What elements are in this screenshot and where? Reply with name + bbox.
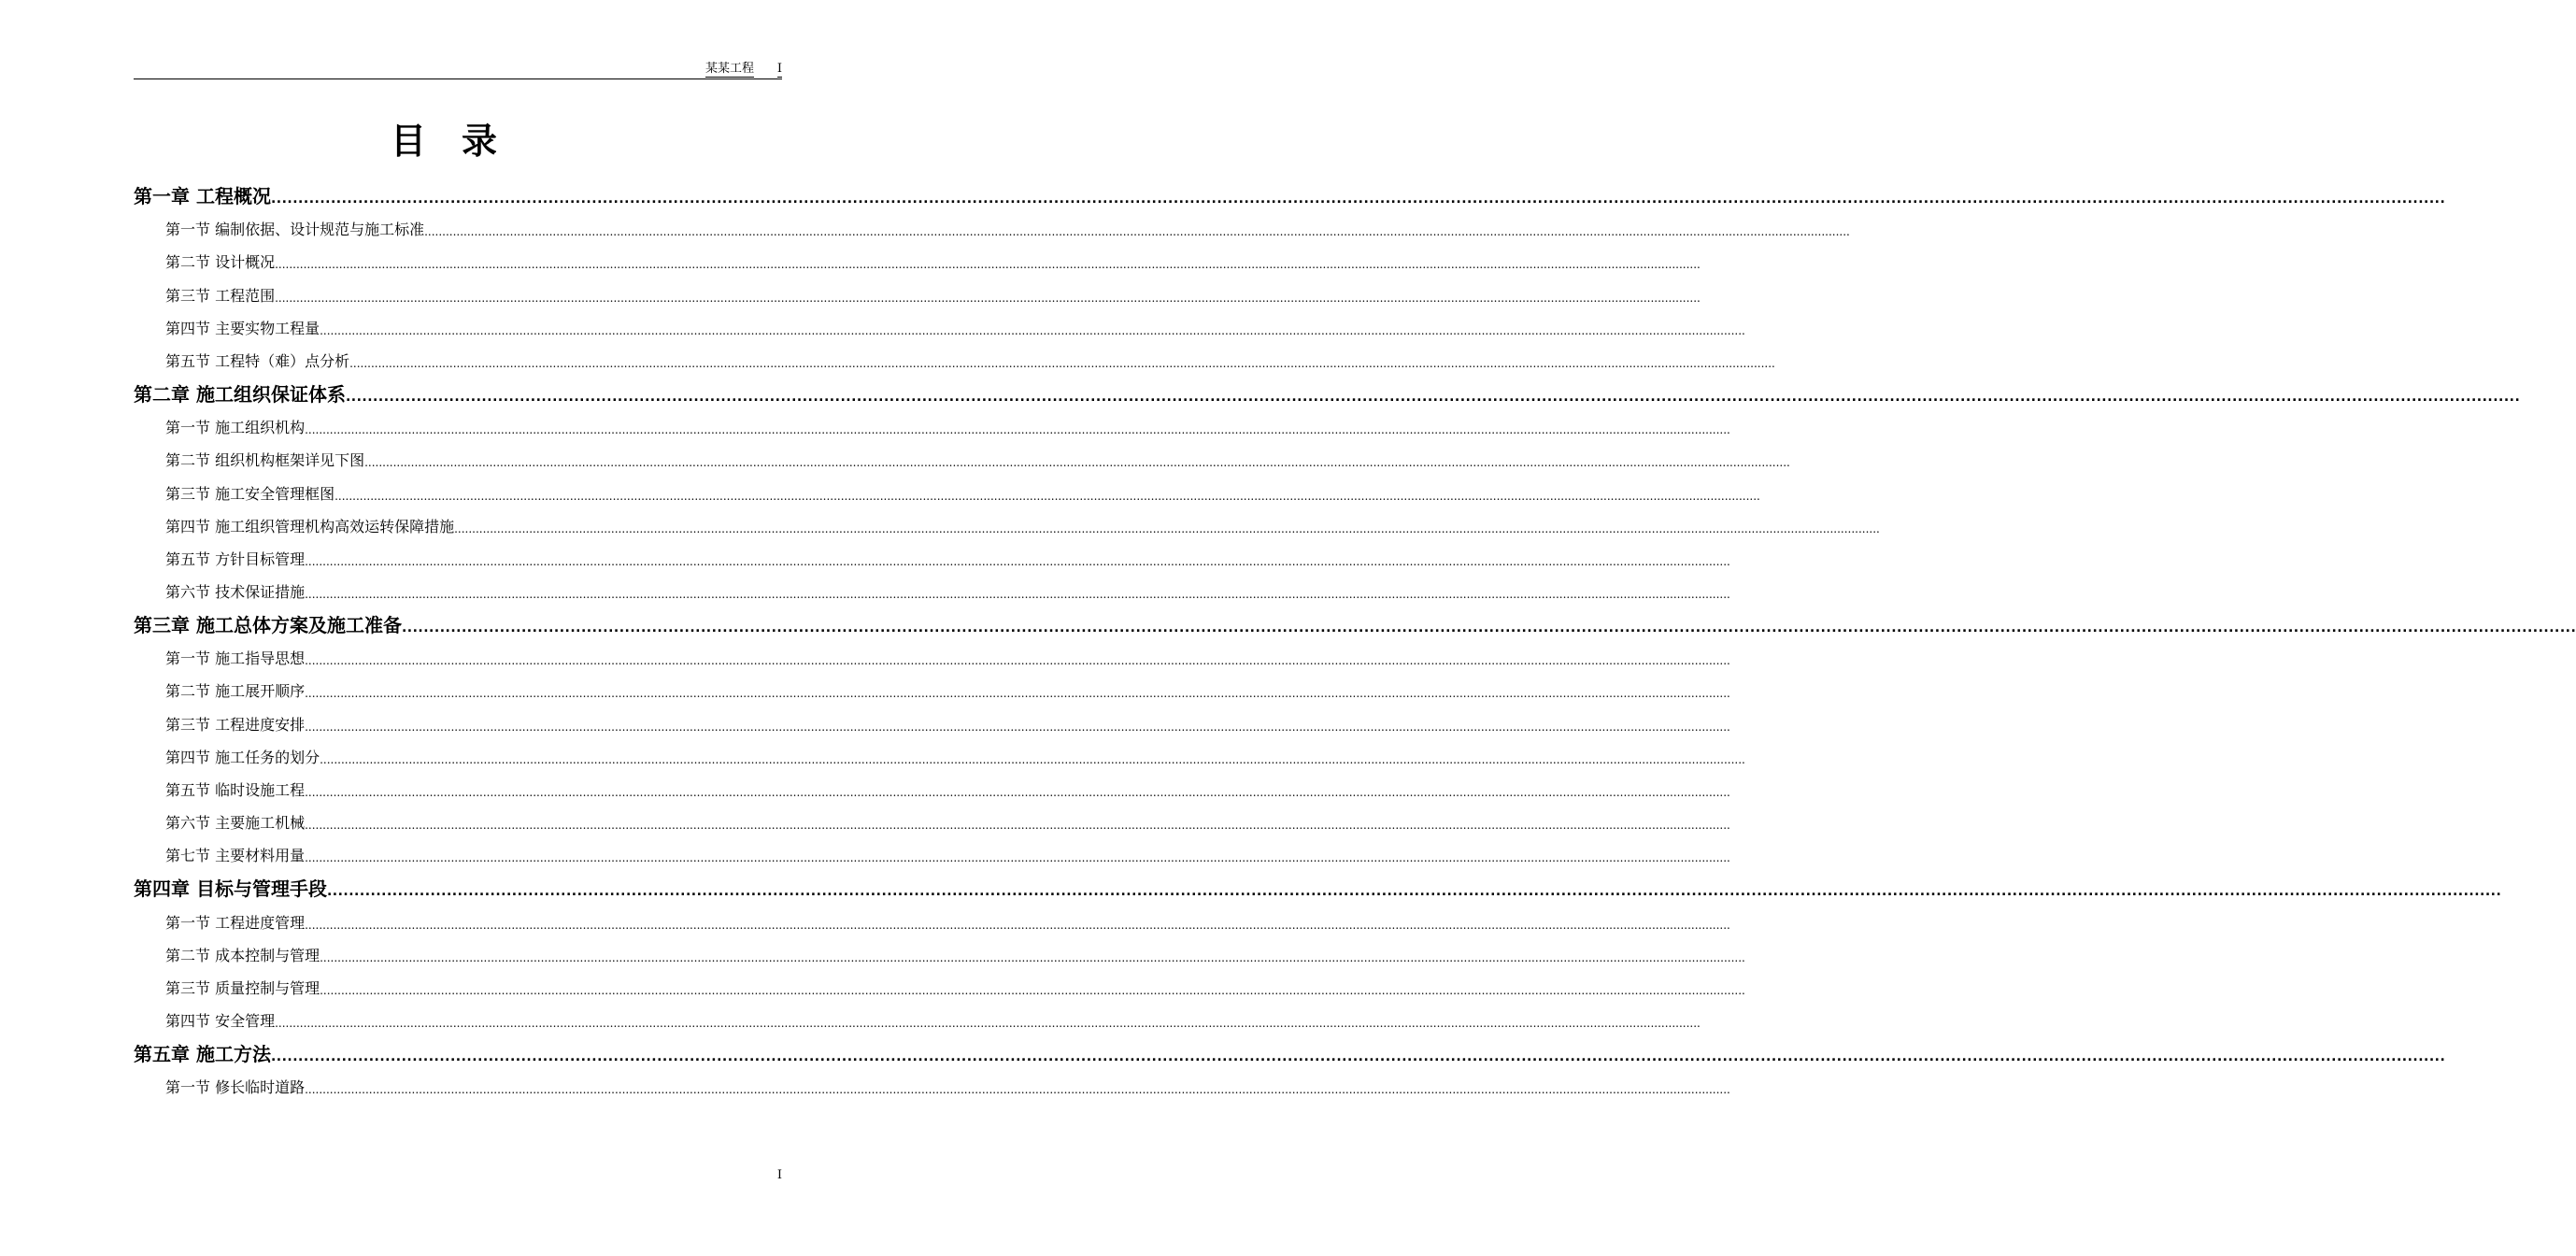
toc-section[interactable] bbox=[134, 774, 1730, 806]
toc-section[interactable] bbox=[134, 1071, 1730, 1104]
toc-section[interactable] bbox=[134, 741, 1745, 774]
toc-entry-label: 第四节 安全管理 bbox=[165, 1012, 276, 1031]
toc-entry-label: 第三节 施工安全管理框图 bbox=[165, 484, 335, 503]
toc-entry-label: 第三节 工程范围 bbox=[165, 286, 276, 305]
dot-leader: ................................................................................................................................................................................................................................................................................................................................................................................................................ bbox=[401, 621, 2576, 636]
toc-entry-label: 第二节 成本控制与管理 bbox=[165, 946, 320, 964]
toc-entry-label: 第二节 设计概况 bbox=[165, 253, 276, 272]
toc-section[interactable] bbox=[134, 543, 1730, 576]
dot-leader: ................................................................................................................................................................................................................................................................................................................................................................................................................ bbox=[334, 489, 1760, 503]
toc-entry-label: 第一节 施工指导思想 bbox=[165, 649, 306, 668]
dot-leader: ................................................................................................................................................................................................................................................................................................................................................................................................................ bbox=[305, 786, 1730, 799]
toc-section[interactable] bbox=[134, 972, 1745, 1005]
dot-leader: ................................................................................................................................................................................................................................................................................................................................................................................................................ bbox=[270, 1049, 2446, 1065]
toc-chapter[interactable] bbox=[134, 378, 2521, 411]
toc-section[interactable] bbox=[134, 477, 1760, 509]
toc-section[interactable] bbox=[134, 906, 1730, 938]
toc-entry-label: 第二节 组织机构框架详见下图 bbox=[165, 451, 365, 470]
toc-section[interactable] bbox=[134, 839, 1730, 872]
dot-leader: ................................................................................................................................................................................................................................................................................................................................................................................................................ bbox=[454, 521, 1880, 535]
toc-chapter[interactable] bbox=[134, 1037, 2446, 1071]
header-title: 某某工程 bbox=[704, 62, 754, 76]
dot-leader: ................................................................................................................................................................................................................................................................................................................................................................................................................ bbox=[320, 752, 1745, 766]
toc-entry-label: 第一节 修长临时道路 bbox=[165, 1078, 306, 1097]
dot-leader: ................................................................................................................................................................................................................................................................................................................................................................................................................ bbox=[424, 225, 1850, 239]
toc-entry-label: 第四节 施工组织管理机构高效运转保障措施 bbox=[165, 517, 455, 535]
toc-entry-label: 第四节 主要实物工程量 bbox=[165, 319, 320, 337]
toc-section[interactable] bbox=[134, 246, 1701, 278]
toc-chapter[interactable] bbox=[134, 179, 2446, 213]
toc-section[interactable] bbox=[134, 1005, 1701, 1037]
toc-entry-label: 第五节 方针目标管理 bbox=[165, 550, 306, 568]
toc-entry-label: 第五章 施工方法 bbox=[134, 1043, 271, 1066]
toc-entry-label: 第四节 施工任务的划分 bbox=[165, 748, 320, 766]
dot-leader: ................................................................................................................................................................................................................................................................................................................................................................................................................ bbox=[305, 720, 1730, 734]
toc-entry-label: 第七节 主要材料用量 bbox=[165, 847, 306, 865]
toc-section[interactable] bbox=[134, 806, 1730, 839]
toc-section[interactable] bbox=[134, 939, 1745, 972]
dot-leader: ................................................................................................................................................................................................................................................................................................................................................................................................................ bbox=[320, 323, 1745, 337]
dot-leader: ................................................................................................................................................................................................................................................................................................................................................................................................................ bbox=[270, 192, 2446, 207]
dot-leader: ................................................................................................................................................................................................................................................................................................................................................................................................................ bbox=[275, 258, 1701, 272]
dot-leader: ................................................................................................................................................................................................................................................................................................................................................................................................................ bbox=[320, 983, 1745, 997]
dot-leader: ................................................................................................................................................................................................................................................................................................................................................................................................................ bbox=[364, 456, 1790, 470]
dot-leader: ................................................................................................................................................................................................................................................................................................................................................................................................................ bbox=[305, 588, 1730, 602]
toc-entry-label: 第三节 工程进度安排 bbox=[165, 715, 306, 734]
toc-entry-label: 第三节 质量控制与管理 bbox=[165, 978, 320, 997]
toc-entry-label: 第四章 目标与管理手段 bbox=[134, 878, 327, 901]
toc-entry-label: 第一节 施工组织机构 bbox=[165, 419, 306, 437]
dot-leader: ................................................................................................................................................................................................................................................................................................................................................................................................................ bbox=[305, 918, 1730, 932]
toc-section[interactable] bbox=[134, 411, 1730, 444]
dot-leader: ................................................................................................................................................................................................................................................................................................................................................................................................................ bbox=[305, 851, 1730, 865]
dot-leader: ................................................................................................................................................................................................................................................................................................................................................................................................................ bbox=[320, 950, 1745, 964]
toc-title: 目录 bbox=[390, 121, 533, 162]
toc-section[interactable] bbox=[134, 345, 1775, 378]
dot-leader: ................................................................................................................................................................................................................................................................................................................................................................................................................ bbox=[305, 554, 1730, 568]
toc-section[interactable] bbox=[134, 576, 1730, 608]
toc-entry-label: 第一节 工程进度管理 bbox=[165, 913, 306, 932]
toc-entry-label: 第二节 施工展开顺序 bbox=[165, 682, 306, 701]
toc-entry-label: 第五节 工程特（难）点分析 bbox=[165, 351, 350, 370]
toc-chapter[interactable] bbox=[134, 608, 2576, 642]
page-header bbox=[134, 62, 782, 79]
footer-page-number: I bbox=[776, 1168, 782, 1182]
dot-leader: ................................................................................................................................................................................................................................................................................................................................................................................................................ bbox=[305, 654, 1730, 668]
dot-leader: ................................................................................................................................................................................................................................................................................................................................................................................................................ bbox=[305, 423, 1730, 437]
toc-section[interactable] bbox=[134, 312, 1745, 345]
toc-section[interactable] bbox=[134, 707, 1730, 740]
dot-leader: ................................................................................................................................................................................................................................................................................................................................................................................................................ bbox=[275, 291, 1701, 305]
toc-entry-label: 第一节 编制依据、设计规范与施工标准 bbox=[165, 221, 425, 239]
dot-leader: ................................................................................................................................................................................................................................................................................................................................................................................................................ bbox=[326, 884, 2502, 900]
toc-section[interactable] bbox=[134, 213, 1850, 246]
toc-section[interactable] bbox=[134, 675, 1730, 707]
header-page-number: I bbox=[776, 62, 782, 76]
toc-section[interactable] bbox=[134, 510, 1880, 543]
dot-leader: ................................................................................................................................................................................................................................................................................................................................................................................................................ bbox=[349, 356, 1775, 370]
toc-entry-label: 第五节 临时设施工程 bbox=[165, 781, 306, 799]
toc-chapter[interactable] bbox=[134, 872, 2502, 906]
toc-entry-label: 第六节 技术保证措施 bbox=[165, 583, 306, 602]
toc-entry-label: 第二章 施工组织保证体系 bbox=[134, 382, 346, 406]
toc-section[interactable] bbox=[134, 642, 1730, 675]
dot-leader: ................................................................................................................................................................................................................................................................................................................................................................................................................ bbox=[305, 1083, 1730, 1097]
toc-entry-label: 第三章 施工总体方案及施工准备 bbox=[134, 614, 402, 637]
toc-section[interactable] bbox=[134, 444, 1790, 477]
dot-leader: ................................................................................................................................................................................................................................................................................................................................................................................................................ bbox=[345, 389, 2521, 405]
toc-section[interactable] bbox=[134, 278, 1701, 311]
dot-leader: ................................................................................................................................................................................................................................................................................................................................................................................................................ bbox=[275, 1017, 1701, 1031]
toc-entry-label: 第一章 工程概况 bbox=[134, 185, 271, 207]
dot-leader: ................................................................................................................................................................................................................................................................................................................................................................................................................ bbox=[305, 687, 1730, 701]
table-of-contents bbox=[134, 179, 2576, 1104]
dot-leader: ................................................................................................................................................................................................................................................................................................................................................................................................................ bbox=[305, 819, 1730, 833]
toc-entry-label: 第六节 主要施工机械 bbox=[165, 814, 306, 833]
